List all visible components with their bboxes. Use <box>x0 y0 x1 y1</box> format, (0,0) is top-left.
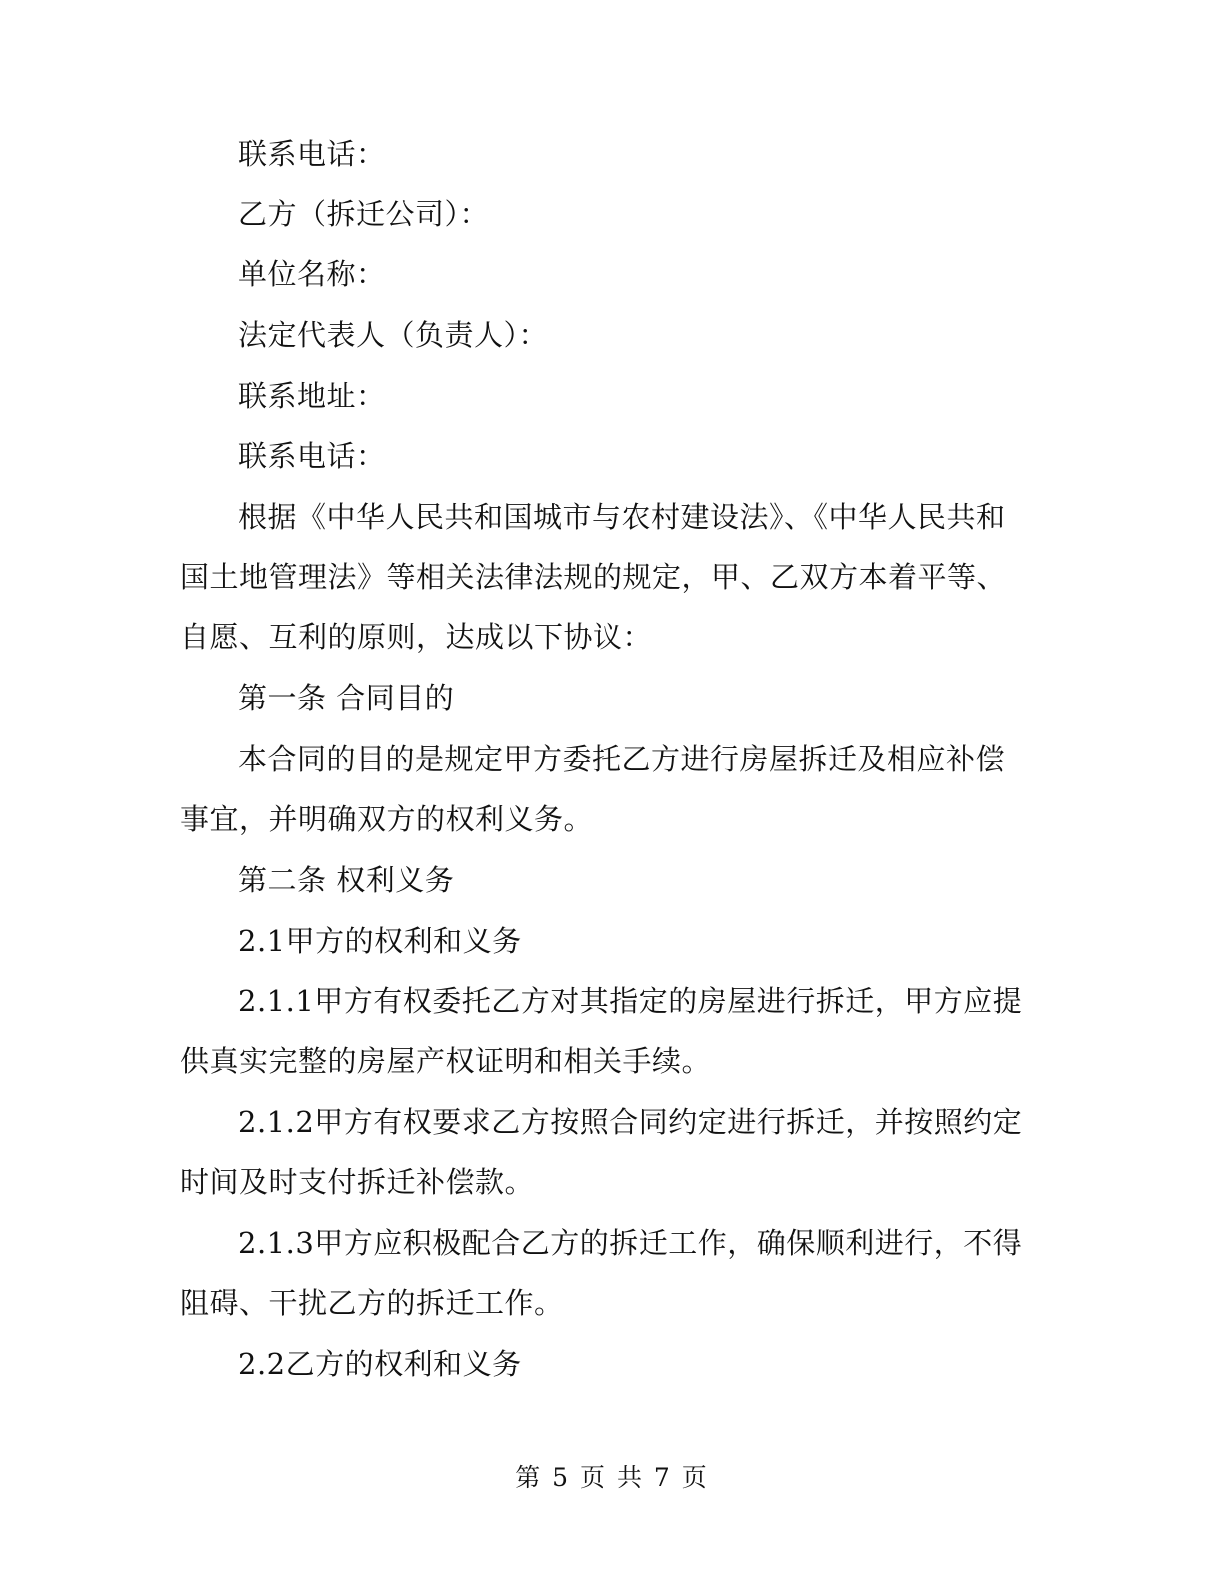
paragraph-unit-name: 单位名称： <box>238 257 386 291</box>
paragraph-contact-address: 联系地址： <box>238 379 386 413</box>
paragraph-contact-phone-a: 联系电话： <box>238 137 386 171</box>
paragraph-clause-2-1-2: 2.1.2甲方有权要求乙方按照合同约定进行拆迁，并按照约定时间及时支付拆迁补偿款。 <box>180 1105 1023 1199</box>
paragraph-clause-2-1-3: 2.1.3甲方应积极配合乙方的拆迁工作，确保顺利进行，不得阻碍、干扰乙方的拆迁工作。 <box>180 1226 1023 1320</box>
paragraph-clause-2-1-1: 2.1.1甲方有权委托乙方对其指定的房屋进行拆迁，甲方应提供真实完整的房屋产权证明和相关手续。 <box>180 984 1023 1078</box>
heading-party-b-rights: 2.2乙方的权利和义务 <box>238 1347 522 1381</box>
paragraph-legal-representative: 法定代表人（负责人）： <box>238 318 549 352</box>
heading-article-one: 第一条 合同目的 <box>238 681 455 715</box>
paragraph-legal-basis: 根据《中华人民共和国城市与农村建设法》、《中华人民共和国土地管理法》等相关法律法规的规定，甲、乙双方本着平等、自愿、互利的原则，达成以下协议： <box>180 500 1007 654</box>
paragraph-contact-phone-b: 联系电话： <box>238 439 386 473</box>
heading-article-two: 第二条 权利义务 <box>238 863 455 897</box>
paragraph-contract-purpose: 本合同的目的是规定甲方委托乙方进行房屋拆迁及相应补偿事宜，并明确双方的权利义务。 <box>180 742 1006 836</box>
page-number-footer: 第 5 页 共 7 页 <box>515 1463 709 1492</box>
heading-party-a-rights: 2.1甲方的权利和义务 <box>238 924 522 958</box>
paragraph-party-b-heading: 乙方（拆迁公司）： <box>238 197 490 231</box>
